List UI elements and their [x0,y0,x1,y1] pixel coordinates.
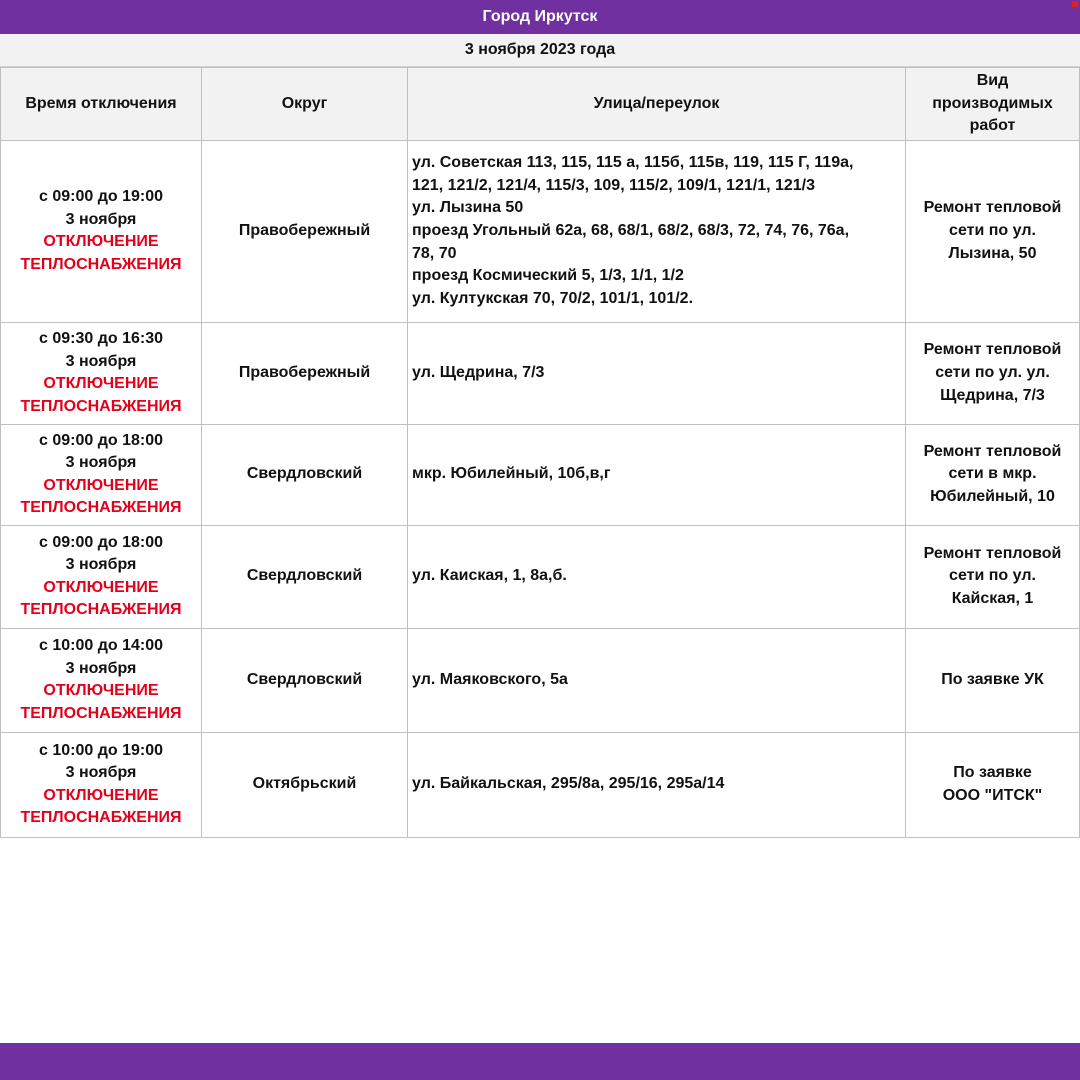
city-title-bar [0,0,1080,34]
outage-status: ОТКЛЮЧЕНИЕ [43,786,159,804]
work-type-cell [906,322,1080,424]
col-header-time: Время отключения [1,68,202,141]
col-header-district: Округ [202,68,408,141]
outage-time-cell [1,140,202,322]
street-cell [408,424,906,525]
outage-time-cell [1,424,202,525]
street-cell [408,732,906,837]
outage-time: с 09:00 до 18:00 [38,533,163,551]
street-line: ул. Байкальская, 295/8а, 295/16, 295а/14 [412,775,725,793]
table-row [1,424,1080,525]
street-line: ул. Советская 113, 115, 115 а, 115б, 115в, 119, 115 Г, 119а, [412,154,854,172]
street-line: проезд Угольный 62а, 68, 68/1, 68/2, 68/3, 72, 74, 76, 76а, [412,221,850,239]
col-header-work-line: работ [969,117,1016,135]
outage-time-cell [1,628,202,732]
work-type-line: Юбилейный, 10 [930,488,1055,506]
work-type-line: Кайская, 1 [951,590,1034,608]
table-header-row [1,68,1080,141]
col-header-street: Улица/переулок [408,68,906,141]
outage-status: ОТКЛЮЧЕНИЕ [43,682,159,700]
district-cell: Свердловский [202,424,408,525]
outage-time: с 10:00 до 14:00 [38,637,163,655]
district-cell: Свердловский [202,628,408,732]
outage-time: с 09:30 до 16:30 [38,330,163,348]
work-type-cell [906,525,1080,628]
street-cell [408,322,906,424]
street-line: ул. Каиская, 1, 8а,б. [412,567,567,585]
work-type-line: сети в мкр. [948,465,1037,483]
outage-time: с 10:00 до 19:00 [38,741,163,759]
outage-day: 3 ноября [65,659,137,677]
outage-time-cell [1,732,202,837]
col-header-work-line: производимых [932,94,1053,112]
table-row [1,628,1080,732]
outage-day: 3 ноября [65,556,137,574]
outage-status: ТЕПЛОСНАБЖЕНИЯ [20,809,182,827]
outage-time: с 09:00 до 19:00 [38,188,163,206]
outage-time-cell [1,322,202,424]
work-type-line: По заявке [953,764,1032,782]
outage-status: ОТКЛЮЧЕНИЕ [43,375,159,393]
street-cell [408,628,906,732]
work-type-cell [906,628,1080,732]
street-line: ул. Култукская 70, 70/2, 101/1, 101/2. [412,289,694,307]
outage-day: 3 ноября [65,454,137,472]
work-type-line: сети по ул. [949,221,1036,239]
outage-status: ТЕПЛОСНАБЖЕНИЯ [20,499,182,517]
work-type-cell [906,140,1080,322]
col-header-work-line: Вид [976,72,1009,89]
outage-status: ТЕПЛОСНАБЖЕНИЯ [20,397,182,415]
table-row [1,732,1080,837]
bottom-bar [0,1043,1080,1080]
street-line: проезд Космический 5, 1/3, 1/1, 1/2 [412,267,684,285]
outage-table [0,67,1080,838]
date-title: 3 ноября 2023 года [464,41,616,58]
outage-status: ОТКЛЮЧЕНИЕ [43,476,159,494]
city-title: Город Иркутск [482,8,598,25]
work-type-line: Ремонт тепловой [923,341,1062,359]
work-type-cell [906,424,1080,525]
work-type-line: По заявке УК [941,670,1044,688]
outage-time-cell [1,525,202,628]
date-row [0,34,1080,67]
outage-day: 3 ноября [65,352,137,370]
outage-time: с 09:00 до 18:00 [38,431,163,449]
work-type-line: Ремонт тепловой [923,442,1062,460]
outage-status: ТЕПЛОСНАБЖЕНИЯ [20,601,182,619]
col-header-work [906,68,1080,141]
outage-day: 3 ноября [65,210,137,228]
work-type-line: Ремонт тепловой [923,199,1062,217]
work-type-line: сети по ул. ул. [935,363,1050,381]
street-line: мкр. Юбилейный, 10б,в,г [412,465,611,483]
district-cell: Свердловский [202,525,408,628]
work-type-cell [906,732,1080,837]
table-body [1,140,1080,837]
table-row [1,140,1080,322]
street-line: 78, 70 [412,244,457,262]
corner-mark [1072,1,1078,7]
district-cell: Правобережный [202,140,408,322]
outage-status: ТЕПЛОСНАБЖЕНИЯ [20,704,182,722]
outage-status: ОТКЛЮЧЕНИЕ [43,578,159,596]
street-cell [408,140,906,322]
outage-status: ТЕПЛОСНАБЖЕНИЯ [20,255,182,273]
work-type-line: ООО "ИТСК" [942,786,1043,804]
table-row [1,322,1080,424]
street-line: ул. Лызина 50 [412,199,524,217]
district-cell: Правобережный [202,322,408,424]
table-row [1,525,1080,628]
work-type-line: Щедрина, 7/3 [940,386,1045,404]
district-cell: Октябрьский [202,732,408,837]
street-cell [408,525,906,628]
outage-status: ОТКЛЮЧЕНИЕ [43,233,159,251]
outage-day: 3 ноября [65,764,137,782]
work-type-line: Ремонт тепловой [923,544,1062,562]
work-type-line: сети по ул. [949,567,1036,585]
street-line: ул. Маяковского, 5а [412,670,568,688]
street-line: 121, 121/2, 121/4, 115/3, 109, 115/2, 109/1, 121/1, 121/3 [412,176,816,194]
work-type-line: Лызина, 50 [948,244,1037,262]
street-line: ул. Щедрина, 7/3 [412,363,545,381]
